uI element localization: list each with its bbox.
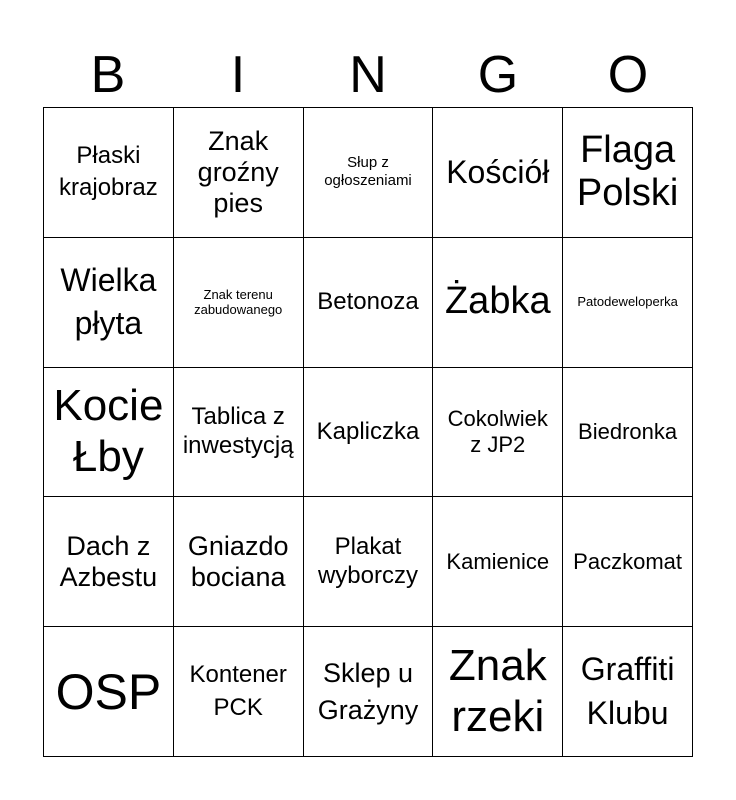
bingo-cell[interactable] [563, 368, 693, 498]
bingo-cell[interactable] [563, 497, 693, 627]
bingo-cell[interactable] [433, 108, 563, 238]
bingo-cell[interactable] [304, 108, 434, 238]
bingo-cell[interactable] [563, 108, 693, 238]
cell-label: Cokolwiek z JP2 [447, 405, 548, 457]
cell-label: Tablica z inwestycją [182, 403, 294, 459]
bingo-cell[interactable] [174, 627, 304, 757]
bingo-cell[interactable] [174, 368, 304, 498]
cell-label: Sklep u Grażyny [317, 658, 419, 725]
cell-label: Kamienice [446, 548, 550, 574]
bingo-grid [43, 107, 693, 757]
bingo-cell[interactable] [44, 627, 174, 757]
header-letter-i: I [230, 46, 246, 104]
bingo-cell[interactable] [44, 497, 174, 627]
bingo-cell[interactable] [44, 368, 174, 498]
bingo-cell[interactable] [433, 627, 563, 757]
cell-label: Gniazdo bociana [187, 530, 289, 592]
cell-label: Wielka płyta [60, 262, 157, 342]
bingo-cell[interactable] [44, 108, 174, 238]
cell-label: Paczkomat [573, 548, 682, 574]
cell-label: Żabka [444, 280, 551, 323]
cell-label: Znak rzeki [448, 641, 547, 741]
bingo-cell[interactable] [304, 497, 434, 627]
cell-label: Betonoza [317, 287, 419, 315]
bingo-cell[interactable] [433, 368, 563, 498]
cell-label: Znak terenu zabudowanego [194, 286, 283, 318]
cell-label: Kościół [446, 154, 550, 191]
bingo-cell[interactable] [304, 627, 434, 757]
bingo-cell[interactable] [174, 108, 304, 238]
header-letter-n: N [349, 46, 387, 104]
bingo-cell[interactable] [174, 238, 304, 368]
bingo-cell[interactable] [44, 238, 174, 368]
cell-label: Plakat wyborczy [317, 532, 418, 589]
header-letter-o: O [607, 46, 649, 104]
header-letter-b: B [90, 46, 126, 104]
cell-label: Kocie Łby [53, 381, 164, 481]
bingo-cell[interactable] [563, 238, 693, 368]
bingo-cell[interactable] [433, 497, 563, 627]
bingo-cell[interactable] [174, 497, 304, 627]
cell-label: OSP [55, 663, 162, 720]
cell-label: Znak groźny pies [197, 125, 279, 218]
header-letter-g: G [477, 46, 519, 104]
bingo-header [43, 44, 693, 106]
cell-label: Kapliczka [316, 417, 420, 445]
cell-label: Graffiti Klubu [580, 651, 675, 731]
bingo-cell[interactable] [304, 238, 434, 368]
cell-label: Słup z ogłoszeniami [324, 154, 412, 190]
bingo-cell[interactable] [304, 368, 434, 498]
bingo-cell[interactable] [563, 627, 693, 757]
cell-label: Dach z Azbestu [59, 530, 158, 592]
cell-label: Płaski krajobraz [59, 142, 158, 202]
cell-label: Flaga Polski [576, 128, 679, 215]
bingo-cell[interactable] [433, 238, 563, 368]
cell-label: Kontener PCK [189, 661, 287, 721]
cell-label: Patodeweloperka [577, 294, 678, 310]
cell-label: Biedronka [578, 418, 678, 444]
